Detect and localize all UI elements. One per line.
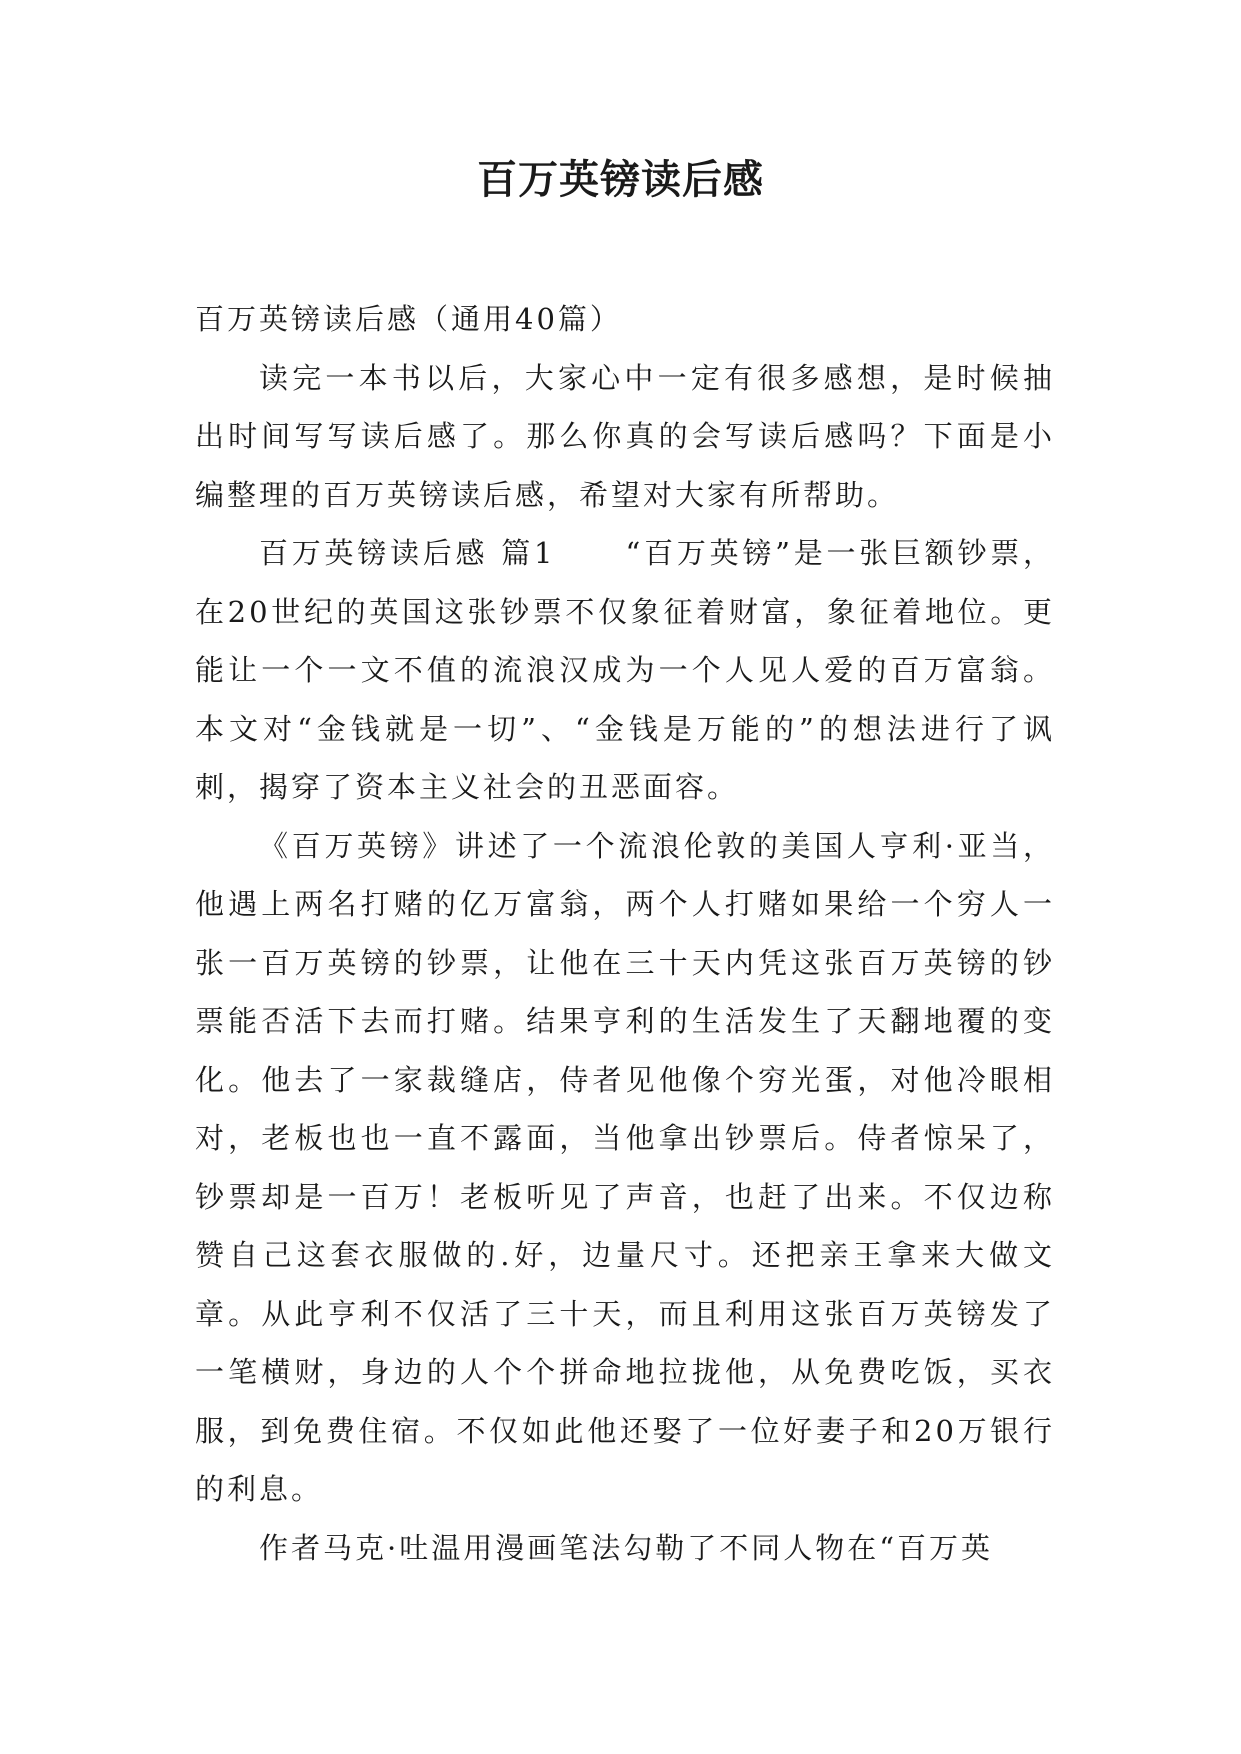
intro-paragraph: 读完一本书以后，大家心中一定有很多感想，是时候抽出时间写写读后感了。那么你真的会写读后感吗？下面是小编整理的百万英镑读后感，希望对大家有所帮助。 — [195, 360, 1055, 512]
document-title: 百万英镑读后感 — [477, 156, 764, 203]
document-body — [195, 290, 1055, 1577]
paragraph-1: “百万英镑”是一张巨额钞票，在20世纪的英国这张钞票不仅象征着财富，象征着地位。更能让一个一文不值的流浪汉成为一个人见人爱的百万富翁。本文对“金钱就是一切”、“金钱是万能的”的想法进行了讽刺，揭穿了资本主义社会的丑恶面容。 — [195, 536, 1056, 804]
document-subtitle: 百万英镑读后感（通用40篇） — [195, 302, 622, 336]
paragraph-2: 《百万英镑》讲述了一个流浪伦敦的美国人亨利·亚当，他遇上两名打赌的亿万富翁，两个人打赌如果给一个穷人一张一百万英镑的钞票，让他在三十天内凭这张百万英镑的钞票能否活下去而打赌。结果亨利的生活发生了天翻地覆的变化。他去了一家裁缝店，侍者见他像个穷光蛋，对他冷眼相对，老板也也一直不露面，当他拿出钞票后。侍者惊呆了，钞票却是一百万！老板听见了声音，也赶了出来。不仅边称赞自己这套衣服做的.好，边量尺寸。还把亲王拿来大做文章。从此亨利不仅活了三十天，而且利用这张百万英镑发了一笔横财，身边的人个个拼命地拉拢他，从免费吃饭，买衣服，到免费住宿。不仅如此他还娶了一位好妻子和20万银行的利息。 — [195, 828, 1055, 1506]
paragraph-3: 作者马克·吐温用漫画笔法勾勒了不同人物在“百万英 — [259, 1530, 994, 1565]
section-heading: 百万英镑读后感 篇1 — [259, 536, 556, 570]
section-paragraph — [195, 524, 1055, 817]
